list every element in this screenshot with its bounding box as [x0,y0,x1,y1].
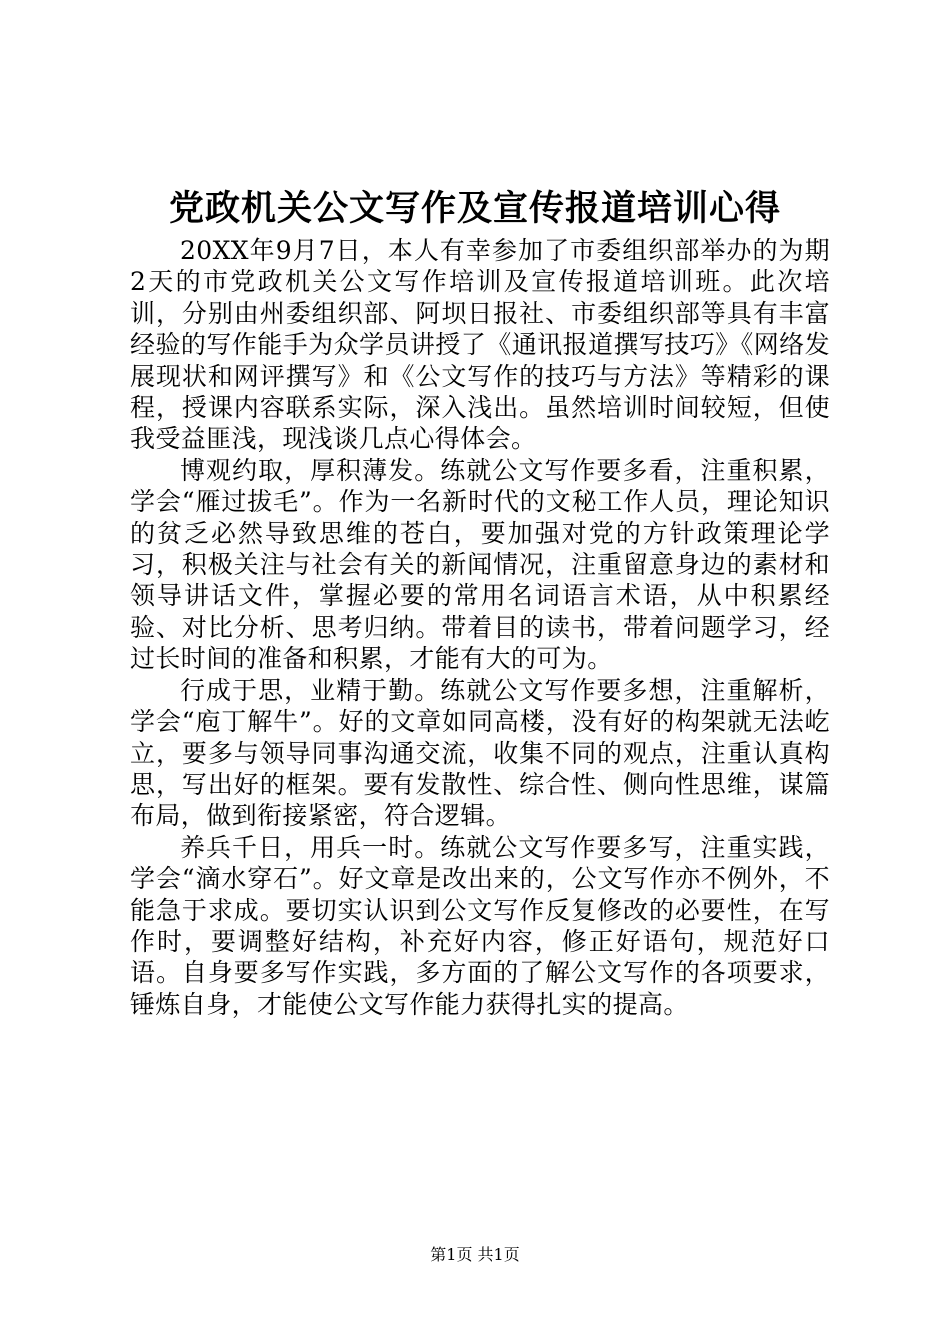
paragraph-think-more: 行成于思，业精于勤。练就公文写作要多想，注重解析，学会“庖丁解牛”。好的文章如同高楼，没有好的构架就无法屹立，要多与领导同事沟通交流，收集不同的观点，注重认真构思，写出好的框架。要有发散性、综合性、侧向性思维，谋篇布局，做到衔接紧密，符合逻辑。 [130,675,830,831]
document-body [130,235,830,1020]
document-title: 党政机关公文写作及宣传报道培训心得 [168,188,781,229]
paragraph-read-more: 博观约取，厚积薄发。练就公文写作要多看，注重积累，学会“雁过拔毛”。作为一名新时代的文秘工作人员，理论知识的贫乏必然导致思维的苍白，要加强对党的方针政策理论学习，积极关注与社会有关的新闻情况，注重留意身边的素材和领导讲话文件，掌握必要的常用名词语言术语，从中积累经验、对比分析、思考归纳。带着目的读书，带着问题学习，经过长时间的准备和积累，才能有大的可为。 [130,455,830,674]
paragraph-intro: 20XX年9月7日，本人有幸参加了市委组织部举办的为期2天的市党政机关公文写作培训及宣传报道培训班。此次培训，分别由州委组织部、阿坝日报社、市委组织部等具有丰富经验的写作能手为众学员讲授了《通讯报道撰写技巧》《网络发展现状和网评撰写》和《公文写作的技巧与方法》等精彩的课程，授课内容联系实际，深入浅出。虽然培训时间较短，但使我受益匪浅，现浅谈几点心得体会。 [130,236,830,454]
page-number-footer: 第1页 共1页 [430,1245,520,1264]
paragraph-write-more: 养兵千日，用兵一时。练就公文写作要多写，注重实践，学会“滴水穿石”。好文章是改出来的，公文写作亦不例外，不能急于求成。要切实认识到公文写作反复修改的必要性，在写作时，要调整好结构，补充好内容，修正好语句，规范好口语。自身要多写作实践，多方面的了解公文写作的各项要求，锤炼自身，才能使公文写作能力获得扎实的提高。 [130,832,830,1019]
